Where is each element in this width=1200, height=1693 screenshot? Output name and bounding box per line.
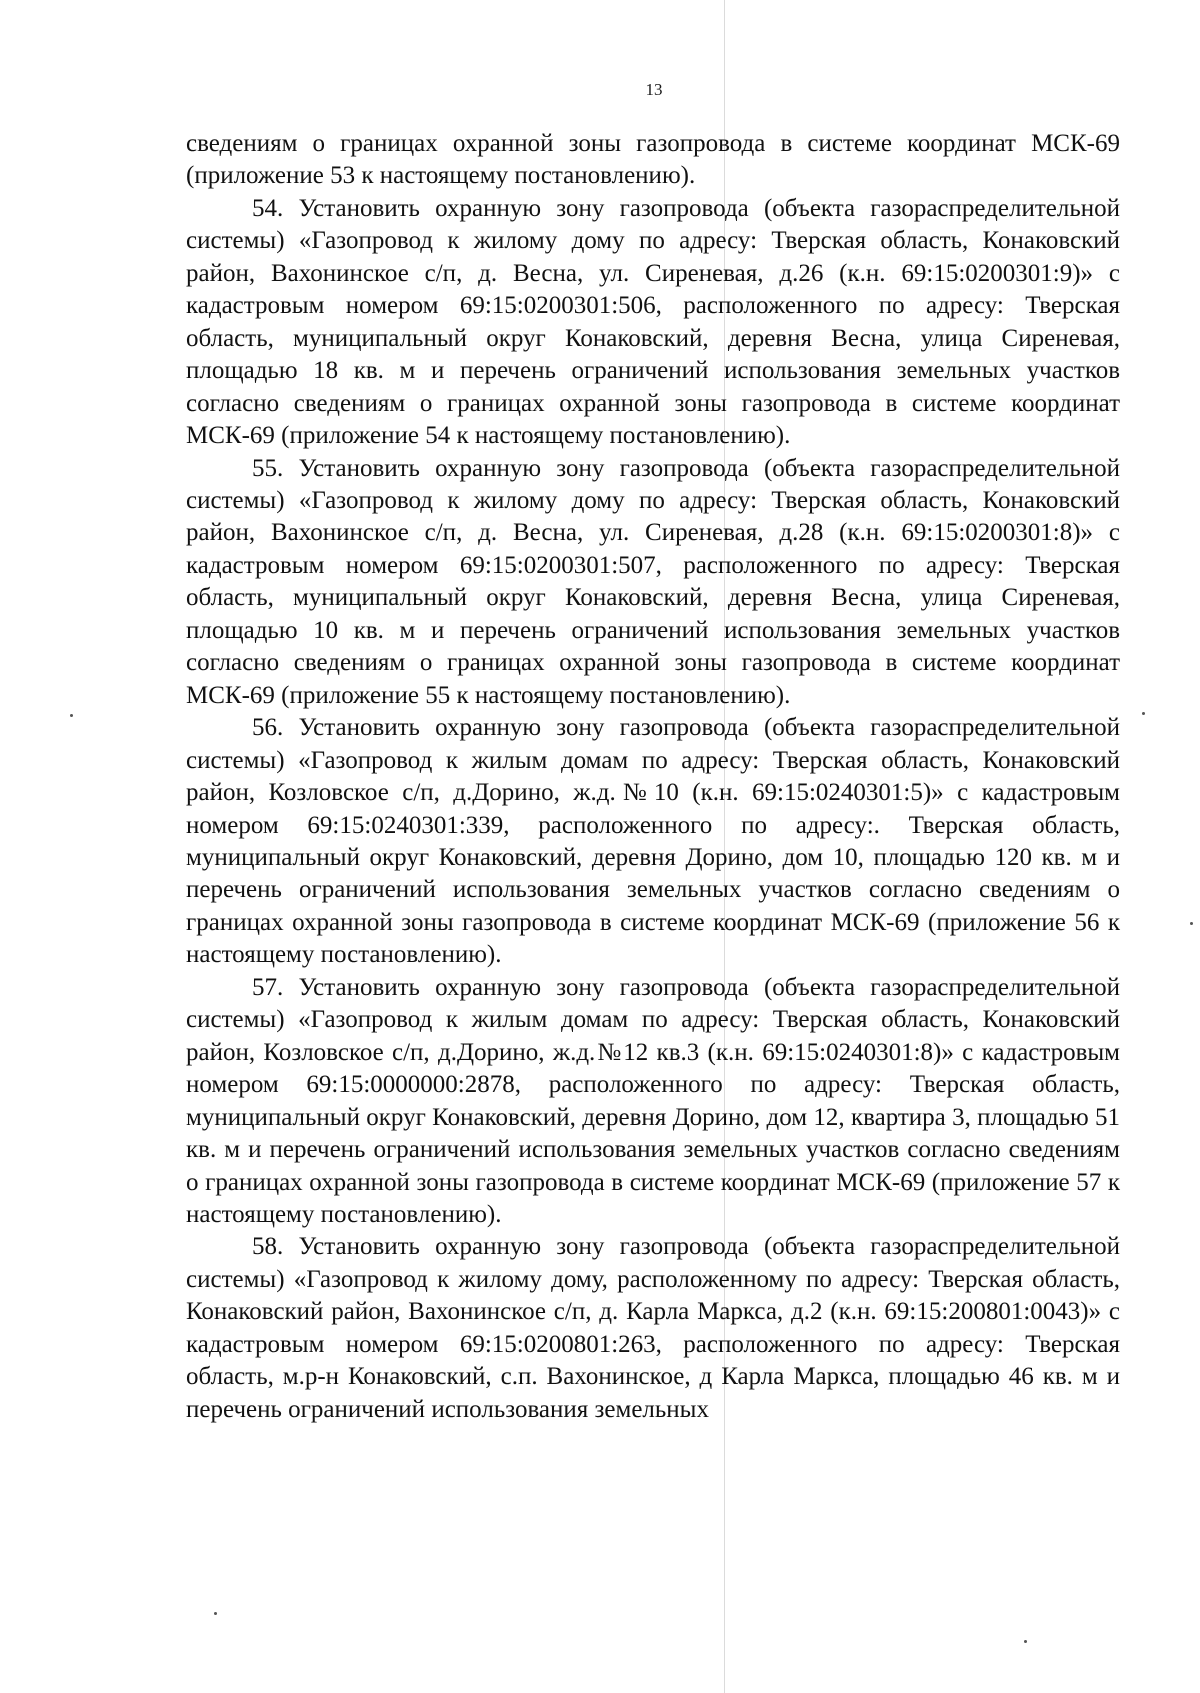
paragraph-item-56: 56. Установить охранную зону газопровода (объекта газораспределительной системы) «Газопровод к жилым домам по адресу: Тверская область, Конаковский район, Козловское с/п, д.Дорино, ж.д.№10 (к.н. 69:15:0240301:5)» с кадастровым номером 69:15:0240301:339, расположенного по адресу:. Тверская область, муниципальный округ Конаковский, деревня Дорино, дом 10, площадью 120 кв. м и перечень ограничений использования земельных участков согласно сведениям о границах охранной зоны газопровода в системе координат МСК-69 (приложение 56 к настоящему постановлению). (186, 714, 1120, 969)
document-body (186, 128, 1120, 1426)
scan-speck (1024, 1640, 1027, 1643)
paragraph-continuation: сведениям о границах охранной зоны газопровода в системе координат МСК-69 (приложение 53 к настоящему постановлению). (186, 130, 1120, 190)
page-number: 13 (645, 80, 663, 99)
paragraph-item-55: 55. Установить охранную зону газопровода (объекта газораспределительной системы) «Газопровод к жилому дому по адресу: Тверская область, Конаковский район, Вахонинское с/п, д. Весна, ул. Сиреневая, д.28 (к.н. 69:15:0200301:8)» с кадастровым номером 69:15:0200301:507, расположенного по адресу: Тверская область, муниципальный округ Конаковский, деревня Весна, улица Сиреневая, площадью 10 кв. м и перечень ограничений использования земельных участков согласно сведениям о границах охранной зоны газопровода в системе координат МСК-69 (приложение 55 к настоящему постановлению). (186, 454, 1120, 709)
scan-speck (70, 714, 73, 717)
paragraph-item-54: 54. Установить охранную зону газопровода (объекта газораспределительной системы) «Газопровод к жилому дому по адресу: Тверская область, Конаковский район, Вахонинское с/п, д. Весна, ул. Сиреневая, д.26 (к.н. 69:15:0200301:9)» с кадастровым номером 69:15:0200301:506, расположенного по адресу: Тверская область, муниципальный округ Конаковский, деревня Весна, улица Сиреневая, площадью 18 кв. м и перечень ограничений использования земельных участков согласно сведениям о границах охранной зоны газопровода в системе координат МСК-69 (приложение 54 к настоящему постановлению). (186, 194, 1120, 450)
scan-speck (1190, 922, 1193, 925)
scan-speck (214, 1612, 217, 1615)
paragraph-item-57: 57. Установить охранную зону газопровода (объекта газораспределительной системы) «Газопровод к жилым домам по адресу: Тверская область, Конаковский район, Козловское с/п, д.Дорино, ж.д.№12 кв.3 (к.н. 69:15:0240301:8)» с кадастровым номером 69:15:0000000:2878, расположенного по адресу: Тверская область, муниципальный округ Конаковский, деревня Дорино, дом 12, квартира 3, площадью 51 кв. м и перечень ограничений использования земельных участков согласно сведениям о границах охранной зоны газопровода в системе координат МСК-69 (приложение 57 к настоящему постановлению). (186, 973, 1120, 1228)
paragraph-item-58: 58. Установить охранную зону газопровода (объекта газораспределительной системы) «Газопровод к жилому дому, расположенному по адресу: Тверская область, Конаковский район, Вахонинское с/п, д. Карла Маркса, д.2 (к.н. 69:15:200801:0043)» с кадастровым номером 69:15:0200801:263, расположенного по адресу: Тверская область, м.р-н Конаковский, с.п. Вахонинское, д Карла Маркса, площадью 46 кв. м и перечень ограничений использования земельных (186, 1233, 1120, 1423)
scan-speck (1142, 712, 1145, 715)
